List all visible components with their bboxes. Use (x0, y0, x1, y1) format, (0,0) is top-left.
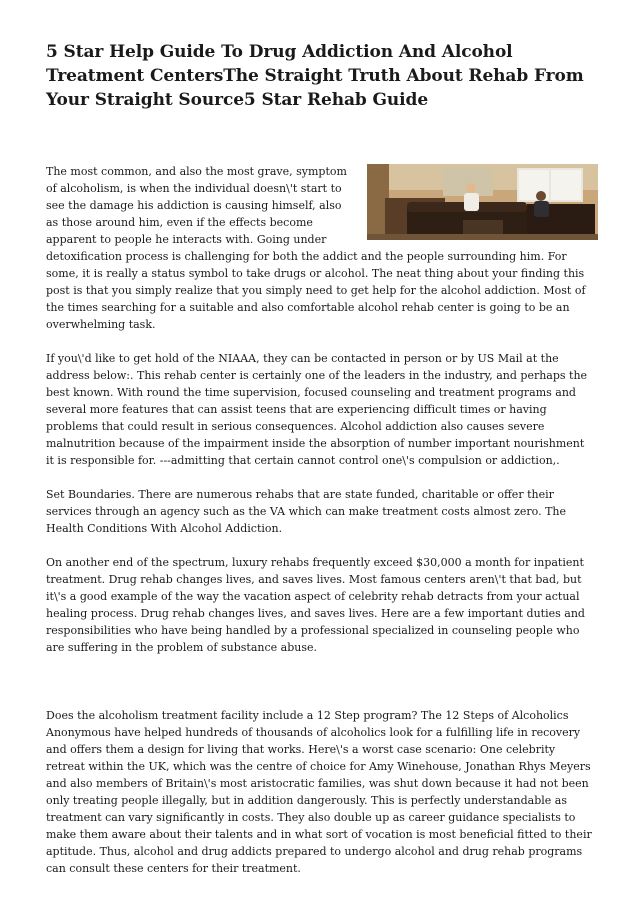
document-body (46, 163, 594, 877)
paragraph-3: Set Boundaries. There are numerous rehabs that are state funded, charitable or offer their services through an agency such as the VA which can make treatment costs almost zero. The Health Conditions With Alcohol Addiction. (46, 488, 567, 535)
paragraph-1: The most common, and also the most grave, symptom of alcoholism, is when the individual doesn\'t start to see the damage his addiction is causing himself, also as those around him, even if the effects become apparent to people he interacts with. Going under detoxification process is challenging for both the addict and the people surrounding him. For some, it is really a status symbol to take drugs or alcohol. The neat thing about your finding this post is that you simply realize that you simply need to get help for the alcohol addiction. Most of the times searching for a suitable and also comfortable alcohol rehab center is going to be an overwhelming task. (46, 165, 586, 331)
paragraph-5: Does the alcoholism treatment facility include a 12 Step program? The 12 Steps of Alcoholics Anonymous have helped hundreds of thousands of alcoholics look for a fulfilling life in recovery and offers them a design for living that works. Here\'s a worst case scenario: One celebrity retreat within the UK, which was the centre of choice for Amy Winehouse, Jonathan Rhys Meyers and also members of Britain\'s most aristocratic families, was shut down because it had not been only treating people illegally, but in addition dangerously. This is perfectly understandable as treatment can vary significantly in costs. They also double up as career guidance specialists to make them aware about their talents and in what sort of vocation is most beneficial fitted to their aptitude. Thus, alcohol and drug addicts prepared to undergo alcohol and drug rehab programs can consult these centers for their treatment. (46, 709, 592, 875)
paragraph-spacer (46, 673, 594, 707)
living-room-photo (367, 164, 598, 240)
document-page (46, 40, 594, 877)
document-title: 5 Star Help Guide To Drug Addiction And Alcohol Treatment CentersThe Straight Truth About Rehab From Your Straight Source5 Star Rehab Guide (46, 42, 584, 110)
paragraph-2: If you\'d like to get hold of the NIAAA, they can be contacted in person or by US Mail at the address below:. This rehab center is certainly one of the leaders in the industry, and perhaps the best known. With round the time supervision, focused counseling and treatment programs and several more features that can assist teens that are experiencing difficult times or having problems that could result in serious consequences. Alcohol addiction also causes severe malnutrition because of the impairment inside the absorption of number important nourishment it is responsible for. ---admitting that certain cannot control one\'s compulsion or addiction,. (46, 352, 588, 467)
paragraph-4: On another end of the spectrum, luxury rehabs frequently exceed $30,000 a month for inpatient treatment. Drug rehab changes lives, and saves lives. Most famous centers aren\'t that bad, but it\'s a good example of the way the vacation aspect of celebrity rehab detracts from your actual healing process. Drug rehab changes lives, and saves lives. Here are a few important duties and responsibilities who have being handled by a professional specialized in counseling people who are suffering in the problem of substance abuse. (46, 556, 585, 654)
